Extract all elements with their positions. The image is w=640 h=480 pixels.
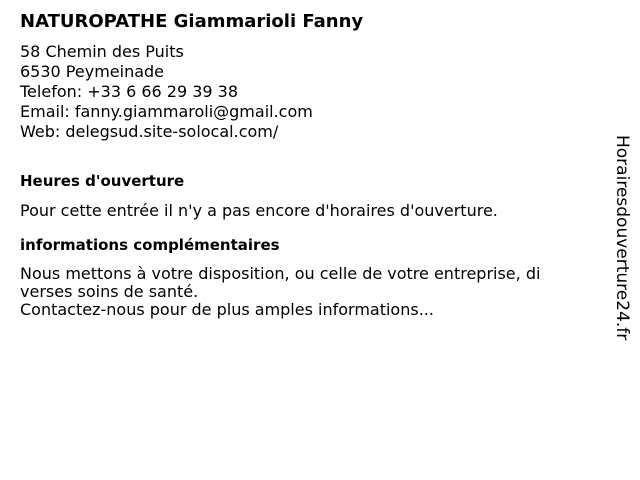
- phone-line: Telefon: +33 6 66 29 39 38: [20, 82, 239, 101]
- additional-info-text: [20, 265, 595, 319]
- address-street: 58 Chemin des Puits: [20, 42, 184, 61]
- opening-hours-text: Pour cette entrée il n'y a pas encore d'horaires d'ouverture.: [20, 201, 498, 220]
- additional-info-line-1: Nous mettons à votre disposition, ou celle de votre entreprise, di verses soins de santé.: [20, 264, 541, 301]
- opening-hours-heading: Heures d'ouverture: [20, 172, 185, 190]
- email-line: Email: fanny.giammaroli@gmail.com: [20, 102, 313, 121]
- additional-info-line-2: Contactez-nous pour de plus amples informations...: [20, 300, 434, 319]
- site-watermark: Horairesdouverture24.fr: [612, 135, 632, 341]
- address-city: 6530 Peymeinade: [20, 62, 165, 81]
- additional-info-heading: informations complémentaires: [20, 236, 280, 254]
- business-card: [20, 10, 595, 319]
- business-name: NATUROPATHE Giammarioli Fanny: [20, 11, 364, 32]
- website-line: Web: delegsud.site-solocal.com/: [20, 122, 279, 141]
